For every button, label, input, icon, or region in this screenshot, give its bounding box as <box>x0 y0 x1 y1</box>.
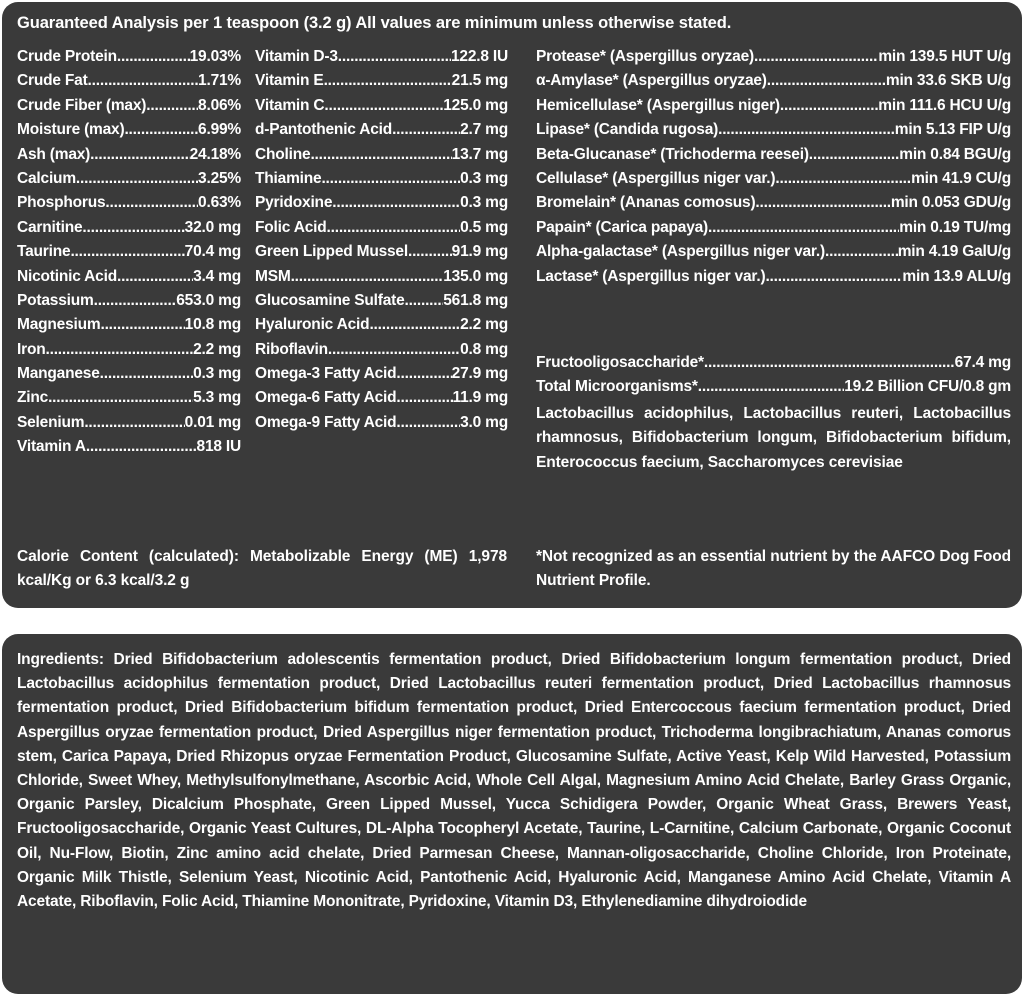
nutrient-row <box>17 194 241 218</box>
nutrient-row <box>17 316 241 340</box>
nutrient-label: Hemicellulase* (Aspergillus niger) <box>536 96 780 114</box>
dot-leader <box>146 97 198 115</box>
dot-leader <box>94 292 177 310</box>
nutrient-value: min 139.5 HUT U/g <box>878 48 1011 65</box>
dot-leader <box>396 389 452 407</box>
dot-leader <box>765 268 902 286</box>
nutrient-value: 70.4 mg <box>184 243 241 261</box>
nutrient-value: min 33.6 SKB U/g <box>885 72 1011 90</box>
nutrient-row <box>17 292 241 316</box>
dot-leader <box>100 316 184 334</box>
nutrient-label: Vitamin C <box>255 96 325 114</box>
dot-leader <box>369 316 460 334</box>
nutrient-row <box>255 72 508 96</box>
microorganism-column <box>536 354 1011 403</box>
dot-leader <box>84 414 184 432</box>
nutrient-row <box>17 365 241 389</box>
nutrient-label: Cellulase* (Aspergillus niger var.) <box>536 169 776 187</box>
dot-leader <box>105 194 198 212</box>
nutrient-row <box>255 121 508 145</box>
dot-leader <box>396 365 451 383</box>
nutrient-row <box>17 268 241 292</box>
dot-leader <box>324 72 452 90</box>
nutrient-label: Crude Fiber (max) <box>17 96 147 114</box>
nutrient-label: Vitamin E <box>255 72 324 90</box>
dot-leader <box>698 378 844 396</box>
nutrient-row <box>536 97 1011 121</box>
nutrient-row <box>536 194 1011 218</box>
dot-leader <box>754 48 878 66</box>
nutrient-value: 2.7 mg <box>460 121 508 139</box>
nutrient-label: Vitamin D-3 <box>255 48 338 65</box>
nutrient-label: Omega-9 Fatty Acid <box>255 413 397 431</box>
nutrient-value: 0.8 mg <box>460 340 508 358</box>
nutrient-label: Vitamin A <box>17 438 86 456</box>
nutrient-value: 67.4 mg <box>954 354 1011 371</box>
nutrient-value: 0.01 mg <box>184 413 241 431</box>
nutrient-row <box>17 72 241 96</box>
nutrient-label: α-Amylase* (Aspergillus oryzae) <box>536 72 767 90</box>
nutrient-value: 8.06% <box>198 96 241 114</box>
nutrient-label: Total Microorganisms* <box>536 378 698 396</box>
nutrient-value: 11.9 mg <box>452 389 508 407</box>
nutrient-label: Fructooligosaccharide* <box>536 354 704 371</box>
dot-leader <box>310 146 451 164</box>
dot-leader <box>332 194 460 212</box>
nutrient-label: Omega-3 Fatty Acid <box>255 365 397 383</box>
dot-leader <box>708 219 899 237</box>
dot-leader <box>338 48 451 66</box>
nutrient-row <box>536 72 1011 96</box>
nutrient-value: 19.2 Billion CFU/0.8 gm <box>844 378 1011 396</box>
nutrient-row <box>255 146 508 170</box>
nutrient-row <box>255 414 508 438</box>
nutrient-value: 122.8 IU <box>451 48 508 65</box>
nutrient-value: 0.3 mg <box>193 365 241 383</box>
nutrient-label: Manganese <box>17 365 100 383</box>
nutrient-value: 10.8 mg <box>184 316 241 334</box>
dot-leader <box>825 243 898 261</box>
dot-leader <box>70 243 184 261</box>
nutrient-value: 1.71% <box>198 72 241 90</box>
nutrient-row <box>536 48 1011 72</box>
nutrient-label: Omega-6 Fatty Acid <box>255 389 397 407</box>
nutrient-row <box>536 354 1011 378</box>
nutrient-row <box>255 219 508 243</box>
nutrient-value: 0.5 mg <box>460 218 508 236</box>
dot-leader <box>117 48 190 66</box>
nutrient-value: 3.4 mg <box>193 267 241 285</box>
nutrient-value: 2.2 mg <box>193 340 241 358</box>
nutrient-row <box>255 268 508 292</box>
nutrient-label: Folic Acid <box>255 218 327 236</box>
nutrient-row <box>17 121 241 145</box>
nutrient-label: Bromelain* (Ananas comosus) <box>536 194 756 212</box>
nutrient-row <box>17 414 241 438</box>
nutrient-value: min 0.19 TU/mg <box>899 218 1011 236</box>
nutrient-label: Hyaluronic Acid <box>255 316 370 334</box>
nutrient-row <box>536 378 1011 402</box>
nutrient-row <box>17 341 241 365</box>
nutrient-label: Protease* (Aspergillus oryzae) <box>536 48 754 65</box>
nutrient-value: 6.99% <box>198 121 241 139</box>
nutrient-row <box>17 219 241 243</box>
nutrient-label: Carnitine <box>17 218 83 236</box>
dot-leader <box>86 438 197 456</box>
dot-leader <box>755 194 890 212</box>
nutrient-row <box>536 121 1011 145</box>
dot-leader <box>76 170 198 188</box>
nutrient-row <box>17 438 241 462</box>
dot-leader <box>405 292 444 310</box>
nutrient-value: 91.9 mg <box>451 243 508 261</box>
nutrient-label: Papain* (Carica papaya) <box>536 218 709 236</box>
dot-leader <box>392 121 460 139</box>
organisms-list: Lactobacillus acidophilus, Lactobacillus reuteri, Lactobacillus rhamnosus, Bifidobacterium longum, Bifidobacterium bifidum, Enterococcus faecium, Saccharomyces cerevisiae <box>536 405 1011 471</box>
nutrient-row <box>17 97 241 121</box>
enzyme-column <box>536 48 1011 292</box>
nutrient-label: Selenium <box>17 413 85 431</box>
nutrient-value: 0.63% <box>198 194 241 212</box>
nutrient-label: Green Lipped Mussel <box>255 243 408 261</box>
nutrient-value: min 5.13 FIP U/g <box>894 121 1011 139</box>
dot-leader <box>48 389 193 407</box>
nutrient-value: min 111.6 HCU U/g <box>878 96 1011 114</box>
dot-leader <box>82 219 184 237</box>
nutrient-row <box>536 268 1011 292</box>
nutrient-row <box>536 219 1011 243</box>
dot-leader <box>396 414 460 432</box>
dot-leader <box>328 341 460 359</box>
nutrient-label: Thiamine <box>255 169 322 187</box>
nutrient-label: Crude Protein <box>17 48 117 65</box>
dot-leader <box>767 72 886 90</box>
nutrient-label: Riboflavin <box>255 340 328 358</box>
dot-leader <box>809 146 899 164</box>
nutrient-label: Iron <box>17 340 46 358</box>
nutrient-row <box>17 389 241 413</box>
dot-leader <box>704 354 955 372</box>
nutrient-value: 19.03% <box>189 48 241 65</box>
nutrient-value: 24.18% <box>189 145 241 163</box>
nutrient-label: Crude Fat <box>17 72 88 90</box>
nutrient-label: Alpha-galactase* (Aspergillus niger var.) <box>536 243 825 261</box>
analysis-header: Guaranteed Analysis per 1 teaspoon (3.2 g) All values are minimum unless otherwise stated. <box>17 14 732 32</box>
nutrient-row <box>17 146 241 170</box>
nutrient-value: 3.0 mg <box>460 413 508 431</box>
analysis-column-2 <box>255 48 508 438</box>
calorie-content: Calorie Content (calculated): Metabolizable Energy (ME) 1,978 kcal/Kg or 6.3 kcal/3.2 g <box>17 548 507 590</box>
nutrient-value: 135.0 mg <box>443 267 508 285</box>
nutrient-row <box>255 97 508 121</box>
dot-leader <box>718 121 895 139</box>
nutrient-row <box>255 170 508 194</box>
dot-leader <box>45 341 193 359</box>
nutrient-value: 5.3 mg <box>193 389 241 407</box>
nutrient-label: Magnesium <box>17 316 101 334</box>
nutrient-value: 818 IU <box>196 438 241 456</box>
nutrient-value: 0.3 mg <box>460 194 508 212</box>
dot-leader <box>88 72 199 90</box>
aafco-footnote: *Not recognized as an essential nutrient by the AAFCO Dog Food Nutrient Profile. <box>536 548 1011 590</box>
nutrient-row <box>255 389 508 413</box>
dot-leader <box>100 365 193 383</box>
dot-leader <box>291 268 444 286</box>
nutrient-value: 27.9 mg <box>451 365 508 383</box>
nutrient-label: Glucosamine Sulfate <box>255 291 405 309</box>
dot-leader <box>775 170 911 188</box>
nutrient-value: min 0.053 GDU/g <box>890 194 1011 212</box>
nutrient-row <box>17 48 241 72</box>
nutrient-row <box>255 48 508 72</box>
nutrient-row <box>255 292 508 316</box>
dot-leader <box>124 121 198 139</box>
nutrient-value: 125.0 mg <box>443 96 508 114</box>
nutrient-label: Pyridoxine <box>255 194 333 212</box>
dot-leader <box>117 268 193 286</box>
nutrient-label: Lactase* (Aspergillus niger var.) <box>536 267 766 285</box>
ingredients-text: Ingredients: Dried Bifidobacterium adolescentis fermentation product, Dried Bifidobacterium longum fermentation product, Dried Lactobacillus acidophilus fermentation product, Dried Lactobacillus reuteri fermentation product, Dried Lactobacillus rhamnosus fermentation product, Dried Bifidobacterium bifidum fermentation product, Dried Entercoccous faecium fermentation product, Dried Aspergillus oryzae fermentation product, Dried Aspergillus niger fermentation product, Trichoderma longibrachiatum, Ananas comorus stem, Carica Papaya, Dried Rhizopus oryzae Fermentation Product, Glucosamine Sulfate, Active Yeast, Kelp Wild Harvested, Potassium Chloride, Sweet Whey, Methylsulfonylmethane, Ascorbic Acid, Whole Cell Algal, Magnesium Amino Acid Chelate, Barley Grass Organic, Organic Parsley, Dicalcium Phosphate, Green Lipped Mussel, Yucca Schidigera Powder, Organic Wheat Grass, Brewers Yeast, Fructooligosaccharide, Organic Yeast Cultures, DL-Alpha Tocopheryl Acetate, Taurine, L-Carnitine, Calcium Carbonate, Organic Coconut Oil, Nu-Flow, Biotin, Zinc amino acid chelate, Dried Parmesan Cheese, Mannan-oligosaccharide, Choline Chloride, Iron Proteinate, Organic Milk Thistle, Selenium Yeast, Nicotinic Acid, Pantothenic Acid, Hyaluronic Acid, Manganese Amino Acid Chelate, Vitamin A Acetate, Riboflavin, Folic Acid, Thiamine Mononitrate, Pyridoxine, Vitamin D3, Ethylenediamine dihydroiodide <box>17 651 1011 911</box>
nutrient-label: Choline <box>255 145 311 163</box>
nutrient-row <box>536 146 1011 170</box>
nutrient-label: Calcium <box>17 169 76 187</box>
nutrient-row <box>255 243 508 267</box>
ingredients-panel <box>2 634 1022 994</box>
dot-leader <box>324 97 443 115</box>
nutrient-label: d-Pantothenic Acid <box>255 121 393 139</box>
nutrient-row <box>255 341 508 365</box>
nutrient-label: Moisture (max) <box>17 121 125 139</box>
analysis-column-1 <box>17 48 241 463</box>
nutrient-label: Zinc <box>17 389 49 407</box>
nutrient-row <box>17 243 241 267</box>
nutrient-row <box>17 170 241 194</box>
dot-leader <box>780 97 878 115</box>
nutrient-label: Lipase* (Candida rugosa) <box>536 121 719 139</box>
nutrient-value: min 13.9 ALU/g <box>902 267 1011 285</box>
nutrient-label: Potassium <box>17 291 94 309</box>
nutrient-value: min 41.9 CU/g <box>911 169 1011 187</box>
nutrient-value: 32.0 mg <box>184 218 241 236</box>
dot-leader <box>327 219 461 237</box>
nutrient-value: 21.5 mg <box>451 72 508 90</box>
nutrient-value: 3.25% <box>198 169 241 187</box>
nutrient-value: 0.3 mg <box>460 169 508 187</box>
nutrient-row <box>255 316 508 340</box>
nutrient-label: Beta-Glucanase* (Trichoderma reesei) <box>536 145 809 163</box>
nutrient-value: 653.0 mg <box>176 291 241 309</box>
dot-leader <box>90 146 189 164</box>
nutrient-label: Taurine <box>17 243 71 261</box>
nutrient-row <box>255 194 508 218</box>
dot-leader <box>321 170 460 188</box>
nutrient-label: MSM <box>255 267 291 285</box>
nutrient-value: 561.8 mg <box>443 291 508 309</box>
nutrient-label: Nicotinic Acid <box>17 267 117 285</box>
nutrient-row <box>536 170 1011 194</box>
nutrient-label: Ash (max) <box>17 145 91 163</box>
nutrient-value: min 0.84 BGU/g <box>899 145 1011 163</box>
nutrient-label: Phosphorus <box>17 194 106 212</box>
guaranteed-analysis-panel <box>2 2 1022 608</box>
nutrient-row <box>536 243 1011 267</box>
nutrient-value: min 4.19 GalU/g <box>897 243 1011 261</box>
nutrient-value: 13.7 mg <box>451 145 508 163</box>
nutrient-row <box>255 365 508 389</box>
dot-leader <box>408 243 452 261</box>
nutrient-value: 2.2 mg <box>460 316 508 334</box>
